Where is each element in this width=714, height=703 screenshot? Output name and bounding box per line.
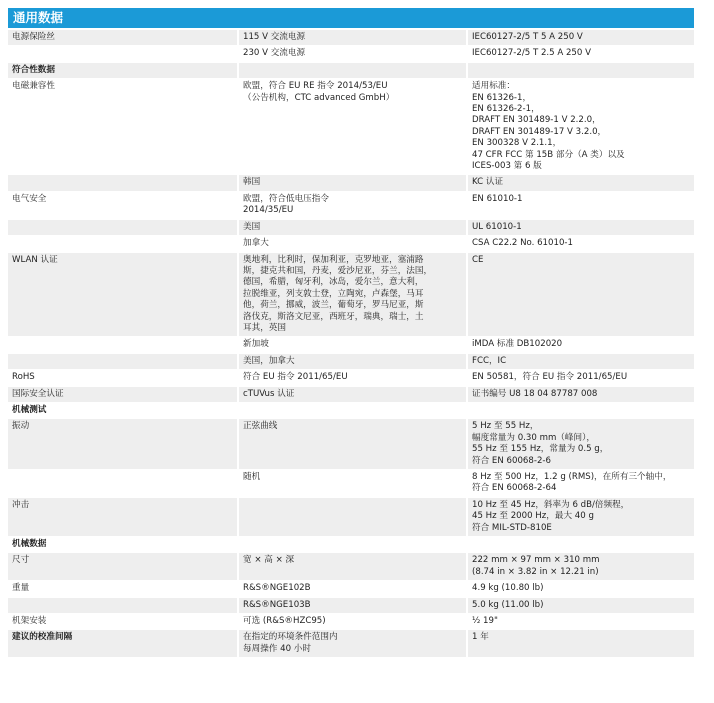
table-row bbox=[8, 253, 694, 338]
row-label-cell bbox=[8, 236, 237, 252]
spec-table bbox=[8, 30, 694, 658]
row-label-cell: 机械数据 bbox=[8, 537, 237, 553]
condition-cell bbox=[237, 63, 466, 79]
condition-cell: R&S®NGE103B bbox=[237, 598, 466, 614]
value-cell bbox=[466, 63, 694, 79]
table-row bbox=[8, 220, 694, 236]
condition-cell bbox=[237, 498, 466, 537]
value-cell: 适用标准： EN 61326-1， EN 61326-2-1， DRAFT EN 301489-1 V 2.2.0， DRAFT EN 301489-17 V 3.2.0， EN 300328 V 2.1.1， 47 CFR FCC 第 15B 部分（A 类）以及 ICES-003 第 6 版 bbox=[466, 79, 694, 175]
condition-cell: 115 V 交流电源 bbox=[237, 30, 466, 46]
table-row bbox=[8, 470, 694, 498]
table-row bbox=[8, 175, 694, 191]
table-row bbox=[8, 46, 694, 62]
row-label-cell bbox=[8, 470, 237, 498]
value-cell: 1 年 bbox=[466, 630, 694, 658]
section-header-row bbox=[8, 403, 694, 419]
row-label-cell: WLAN 认证 bbox=[8, 253, 237, 338]
condition-cell: 随机 bbox=[237, 470, 466, 498]
value-cell: 5 Hz 至 55 Hz， 幅度常量为 0.30 mm（峰间）， 55 Hz 至 155 Hz，常量为 0.5 g， 符合 EN 60068-2-6 bbox=[466, 419, 694, 470]
condition-cell: 加拿大 bbox=[237, 236, 466, 252]
condition-cell: cTUVus 认证 bbox=[237, 387, 466, 403]
table-row bbox=[8, 79, 694, 175]
value-cell bbox=[466, 537, 694, 553]
row-label-cell bbox=[8, 337, 237, 353]
table-row bbox=[8, 192, 694, 220]
table-row bbox=[8, 419, 694, 470]
section-header-row bbox=[8, 63, 694, 79]
table-row bbox=[8, 498, 694, 537]
condition-cell: 韩国 bbox=[237, 175, 466, 191]
condition-cell: 230 V 交流电源 bbox=[237, 46, 466, 62]
condition-cell: 奥地利，比利时，保加利亚，克罗地亚，塞浦路 斯，捷克共和国，丹麦，爱沙尼亚，芬兰，法国， 德国，希腊，匈牙利，冰岛，爱尔兰，意大利， 拉脱维亚，列支敦士登，立陶宛，卢森堡，马耳 他，荷兰，挪威，波兰，葡萄牙，罗马尼亚，斯 洛伐克，斯洛文尼亚，西班牙，瑞典，瑞士，土 耳其，英国 bbox=[237, 253, 466, 338]
value-cell: 8 Hz 至 500 Hz，1.2 g (RMS)，在所有三个轴中， 符合 EN 60068-2-64 bbox=[466, 470, 694, 498]
value-cell: UL 61010-1 bbox=[466, 220, 694, 236]
value-cell: FCC，IC bbox=[466, 354, 694, 370]
condition-cell: 美国 bbox=[237, 220, 466, 236]
value-cell: IEC60127-2/5 T 2.5 A 250 V bbox=[466, 46, 694, 62]
row-label-cell: 符合性数据 bbox=[8, 63, 237, 79]
condition-cell: 美国，加拿大 bbox=[237, 354, 466, 370]
row-label-cell: 电气安全 bbox=[8, 192, 237, 220]
table-row bbox=[8, 337, 694, 353]
section-header-row bbox=[8, 537, 694, 553]
row-label-cell bbox=[8, 598, 237, 614]
value-cell: 4.9 kg (10.80 lb) bbox=[466, 581, 694, 597]
value-cell: IEC60127-2/5 T 5 A 250 V bbox=[466, 30, 694, 46]
condition-cell bbox=[237, 403, 466, 419]
value-cell: ½ 19" bbox=[466, 614, 694, 630]
value-cell: EN 50581，符合 EU 指令 2011/65/EU bbox=[466, 370, 694, 386]
value-cell: CE bbox=[466, 253, 694, 338]
value-cell: iMDA 标准 DB102020 bbox=[466, 337, 694, 353]
table-row bbox=[8, 387, 694, 403]
table-row bbox=[8, 370, 694, 386]
row-label-cell: 电源保险丝 bbox=[8, 30, 237, 46]
value-cell: 证书编号 U8 18 04 87787 008 bbox=[466, 387, 694, 403]
spec-table-body bbox=[8, 30, 694, 658]
value-cell: 222 mm × 97 mm × 310 mm (8.74 in × 3.82 in × 12.21 in) bbox=[466, 553, 694, 581]
row-label-cell: 电磁兼容性 bbox=[8, 79, 237, 175]
condition-cell: 欧盟，符合 EU RE 指令 2014/53/EU （公告机构，CTC advanced GmbH） bbox=[237, 79, 466, 175]
row-label-cell: 重量 bbox=[8, 581, 237, 597]
condition-cell: 在指定的环境条件范围内 每周操作 40 小时 bbox=[237, 630, 466, 658]
value-cell: KC 认证 bbox=[466, 175, 694, 191]
table-row bbox=[8, 598, 694, 614]
row-label-cell: 国际安全认证 bbox=[8, 387, 237, 403]
table-row bbox=[8, 553, 694, 581]
row-label-cell: 尺寸 bbox=[8, 553, 237, 581]
condition-cell: 欧盟，符合低电压指令 2014/35/EU bbox=[237, 192, 466, 220]
row-label-cell bbox=[8, 220, 237, 236]
table-row bbox=[8, 581, 694, 597]
table-row bbox=[8, 236, 694, 252]
row-label-cell: 振动 bbox=[8, 419, 237, 470]
row-label-cell bbox=[8, 175, 237, 191]
condition-cell: R&S®NGE102B bbox=[237, 581, 466, 597]
row-label-cell bbox=[8, 354, 237, 370]
row-label-cell bbox=[8, 46, 237, 62]
condition-cell: 可选 (R&S®HZC95) bbox=[237, 614, 466, 630]
value-cell: 10 Hz 至 45 Hz，斜率为 6 dB/倍频程， 45 Hz 至 2000 Hz，最大 40 g 符合 MIL-STD-810E bbox=[466, 498, 694, 537]
row-label-cell: 机架安装 bbox=[8, 614, 237, 630]
section-title-bar: 通用数据 bbox=[8, 8, 694, 28]
row-label-cell: RoHS bbox=[8, 370, 237, 386]
row-label-cell: 建议的校准间隔 bbox=[8, 630, 237, 658]
row-label-cell: 机械测试 bbox=[8, 403, 237, 419]
section-header-row bbox=[8, 630, 694, 658]
condition-cell bbox=[237, 537, 466, 553]
row-label-cell: 冲击 bbox=[8, 498, 237, 537]
condition-cell: 宽 × 高 × 深 bbox=[237, 553, 466, 581]
table-row bbox=[8, 614, 694, 630]
value-cell bbox=[466, 403, 694, 419]
value-cell: EN 61010-1 bbox=[466, 192, 694, 220]
value-cell: 5.0 kg (11.00 lb) bbox=[466, 598, 694, 614]
spec-page bbox=[8, 8, 694, 658]
condition-cell: 符合 EU 指令 2011/65/EU bbox=[237, 370, 466, 386]
condition-cell: 正弦曲线 bbox=[237, 419, 466, 470]
condition-cell: 新加坡 bbox=[237, 337, 466, 353]
value-cell: CSA C22.2 No. 61010-1 bbox=[466, 236, 694, 252]
table-row bbox=[8, 30, 694, 46]
table-row bbox=[8, 354, 694, 370]
